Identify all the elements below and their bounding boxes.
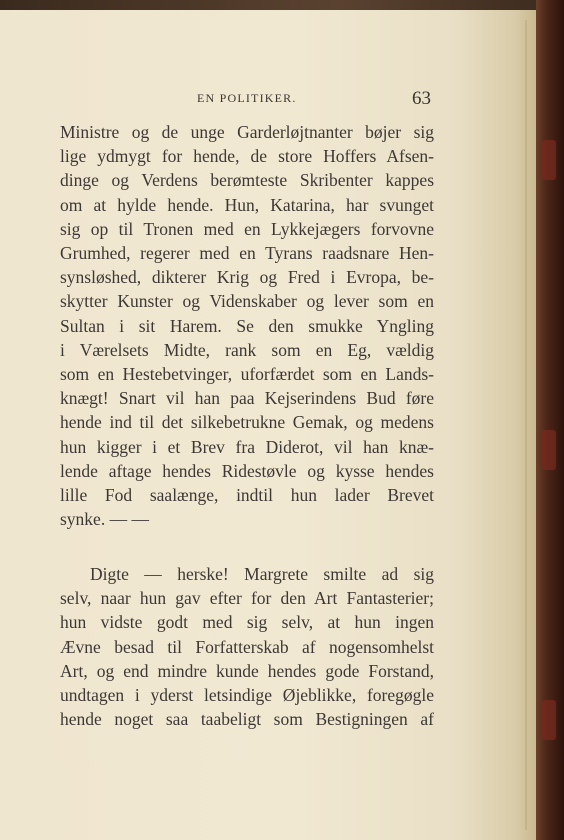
page-edge-shadow (525, 20, 527, 830)
text-line: som en Hestebetvinger, uforfærdet som en Lands- (60, 364, 434, 385)
text-line: knægt! Snart vil han paa Kejserindens Bud føre (60, 388, 434, 409)
text-line: hun kigger i et Brev fra Diderot, vil han knæ- (60, 436, 434, 457)
text-line: Grumhed, regerer med en Tyrans raadsnare Hen- (60, 243, 434, 264)
binding-wear-mark (542, 430, 556, 470)
text-line: synsløshed, dikterer Krig og Fred i Evropa, be- (60, 267, 434, 288)
text-line: skytter Kunster og Videnskaber og lever som en (60, 291, 434, 312)
book-binding (536, 0, 564, 840)
text-line: lille Fod saalænge, indtil hun lader Brevet (60, 485, 434, 506)
text-line: hende noget saa taabeligt som Bestigningen af (60, 709, 434, 730)
text-line: om at hylde hende. Hun, Katarina, har svunget (60, 194, 434, 215)
binding-wear-mark (542, 700, 556, 740)
text-line: sig op til Tronen med en Lykkejægers forvovne (60, 218, 434, 239)
text-line: hende ind til det silkebetrukne Gemak, og medens (60, 412, 434, 433)
text-line: undtagen i yderst letsindige Øjeblikke, foregøgle (60, 685, 434, 706)
text-line: Ævne besad til Forfatterskab af nogensomhelst (60, 636, 434, 657)
page-number: 63 (412, 88, 431, 109)
text-line: lige ydmygt for hende, de store Hoffers Afsen- (60, 146, 434, 167)
text-line: hun vidste godt med sig selv, at hun ingen (60, 612, 434, 633)
text-line: Art, og end mindre kunde hendes gode Forstand, (60, 660, 434, 681)
text-line: synke. — — (60, 509, 149, 530)
paragraph-1 (60, 120, 434, 531)
text-line: Sultan i sit Harem. Se den smukke Yngling (60, 315, 434, 336)
running-head (0, 88, 536, 111)
text-line: lende aftage hendes Ridestøvle og kysse hendes (60, 460, 434, 481)
text-line: selv, naar hun gav efter for den Art Fantasterier; (60, 588, 434, 609)
paragraph-2 (60, 562, 434, 731)
binding-wear-mark (542, 140, 556, 180)
text-line: Digte — herske! Margrete smilte ad sig (90, 564, 434, 584)
text-line: i Værelsets Midte, rank som en Eg, vældig (60, 339, 434, 360)
running-head-title: EN POLITIKER. (197, 91, 297, 105)
text-line: Ministre og de unge Garderløjtnanter bøjer sig (60, 122, 434, 142)
text-line: dinge og Verdens berømteste Skribenter kappes (60, 170, 434, 191)
